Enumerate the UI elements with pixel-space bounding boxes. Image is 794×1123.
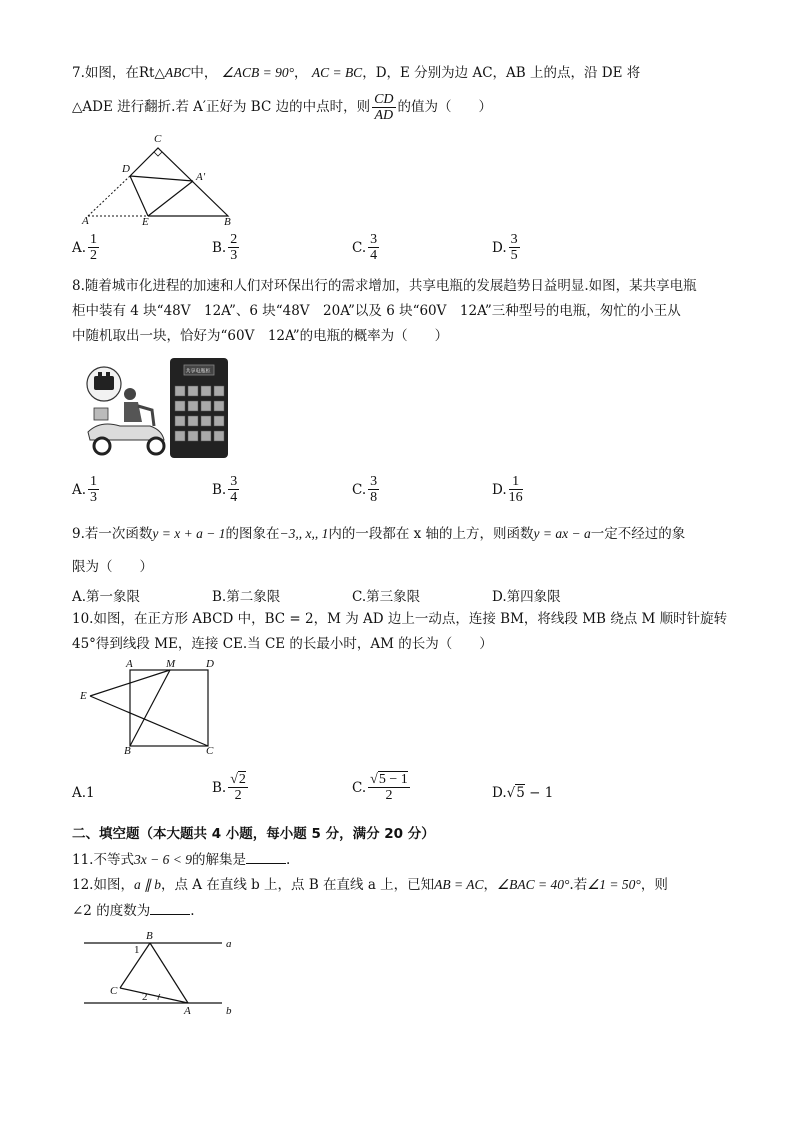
q12-label-B: B	[146, 930, 153, 942]
q8-line2: 柜中装有 4 块“48V 12A”、6 块“48V 20A”以及 6 块“60V 12A”三种型号的电瓶，匆忙的小王从	[72, 303, 681, 319]
q10-option-a[interactable]: A.1	[72, 785, 95, 801]
q10-label-M: M	[166, 658, 176, 670]
q9-line2: 限为（ ）	[72, 559, 153, 575]
q10-label-A: A	[126, 658, 133, 670]
q12-label-C: C	[110, 985, 118, 997]
q8-battery-cabinet	[170, 358, 228, 458]
q7-label-D: D	[122, 163, 130, 175]
q7-label-A1: A′	[196, 171, 206, 183]
q12-line2: ∠2 的度数为 .	[72, 903, 195, 919]
q12-label-a: a	[226, 938, 232, 950]
q9-option-d[interactable]: D.第四象限	[492, 589, 561, 605]
q7-option-a[interactable]: A. $\frac{1}{2}$	[72, 232, 98, 263]
q7-figure	[78, 130, 238, 226]
q12-label-b: b	[226, 1005, 232, 1017]
q10-option-d[interactable]: D.√5 − 1	[492, 785, 554, 801]
q10-line1: 10.如图，在正方形 ABCD 中，BC = 2，M 为 AD 边上一动点，连接 BM，将线段 MB 绕点 M 顺时针旋转	[72, 611, 728, 627]
q12-figure	[80, 928, 240, 1020]
q7-option-c[interactable]: C. $\frac{3}{4}$	[352, 232, 378, 263]
q9-option-a[interactable]: A.第一象限	[72, 589, 141, 605]
q10-option-b[interactable]: B. $\frac{√2}{2}$	[212, 772, 246, 803]
q10-label-C: C	[206, 745, 214, 756]
q9-line1: 9.若一次函数y = x + a − 1的图象在−3,, x,, 1内的一段都在 x 轴的上方，则函数y = ax − a一定不经过的象	[72, 526, 686, 542]
q8-option-d[interactable]: D. $\frac{1}{16}$	[492, 474, 523, 505]
section-2-heading: 二、填空题（本大题共 4 小题，每小题 5 分，满分 20 分）	[72, 826, 435, 842]
q9-option-c[interactable]: C.第三象限	[352, 589, 421, 605]
q10-label-D: D	[206, 658, 214, 670]
q8-line1: 8.随着城市化进程的加速和人们对环保出行的需求增加，共享电瓶的发展趋势日益明显.如图，某共享电瓶	[72, 278, 697, 294]
q10-figure	[78, 656, 228, 756]
q7-option-d[interactable]: D. $\frac{3}{5}$	[492, 232, 518, 263]
q10-line2: 45°得到线段 ME，连接 CE.当 CE 的长最小时，AM 的长为（ ）	[72, 636, 493, 652]
q7-line2: △ADE 进行翻折.若 A′正好为 BC 边的中点时，则 $\frac{CD}{AD}$ 的值为（ ）	[72, 92, 493, 123]
q11-answer-blank[interactable]	[246, 851, 286, 864]
q10-label-B: B	[124, 745, 131, 756]
q12-label-1: 1	[134, 944, 140, 956]
q7-label-A: A	[82, 215, 89, 226]
q10-option-c[interactable]: C. $\frac{√5 - 1}{2}$	[352, 772, 408, 803]
q8-scooter-illustration	[80, 360, 172, 460]
q8-line3: 中随机取出一块，恰好为“60V 12A”的电瓶的概率为（ ）	[72, 328, 449, 344]
q7-label-C: C	[154, 133, 162, 145]
q8-cabinet-screen: 共享电瓶柜	[185, 369, 211, 375]
q7-ratio-fraction: $\frac{CD}{AD}$	[374, 92, 394, 123]
q12-label-2: 2	[142, 991, 148, 1003]
q7-option-b[interactable]: B. $\frac{2}{3}$	[212, 232, 238, 263]
q12-label-A: A	[184, 1005, 191, 1017]
q10-label-E: E	[80, 690, 87, 702]
q7-line1: 7.如图，在Rt△ABC中， ∠ACB = 90°， AC = BC，D，E 分别为边 AC，AB 上的点，沿 DE 将	[72, 65, 641, 81]
q11-line: 11.不等式3x − 6 < 9的解集是 .	[72, 852, 291, 868]
q8-option-a[interactable]: A. $\frac{1}{3}$	[72, 474, 98, 505]
q9-option-b[interactable]: B.第二象限	[212, 589, 281, 605]
q7-label-E: E	[142, 216, 149, 226]
q12-line1: 12.如图，a ∥ b，点 A 在直线 b 上，点 B 在直线 a 上，已知AB = AC，∠BAC = 40°.若∠1 = 50°，则	[72, 877, 668, 893]
q8-option-b[interactable]: B. $\frac{3}{4}$	[212, 474, 238, 505]
q8-option-c[interactable]: C. $\frac{3}{8}$	[352, 474, 378, 505]
q7-label-B: B	[224, 216, 231, 226]
q12-answer-blank[interactable]	[150, 902, 190, 915]
